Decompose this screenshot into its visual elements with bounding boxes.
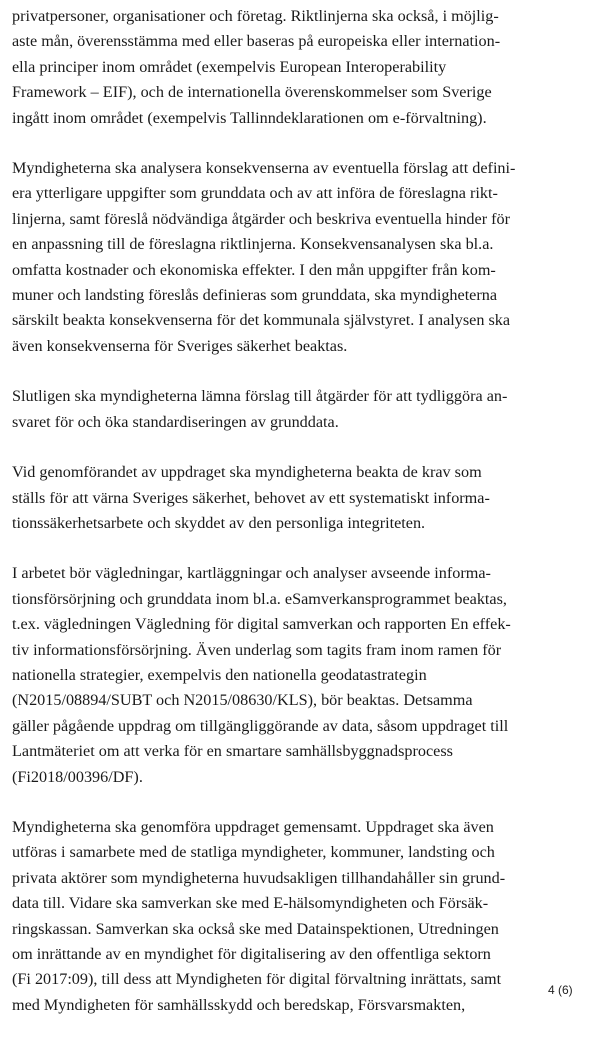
paragraph [12,156,590,359]
paragraph [12,561,590,790]
text-line: ställs för att värna Sveriges säkerhet, behovet av ett systematiskt informa- [12,488,490,507]
text-line: ringskassan. Samverkan ska också ske med Datainspektionen, Utredningen [12,919,499,938]
text-line: era ytterligare uppgifter som grunddata och av att införa de föreslagna rikt- [12,184,498,203]
document-body [12,4,590,1043]
page-number: 4 (6) [548,983,573,997]
text-line: en anpassning till de föreslagna riktlinjerna. Konsekvensanalysen ska bl.a. [12,235,494,254]
text-line: I arbetet bör vägledningar, kartläggningar och analyser avseende informa- [12,564,491,583]
text-line: aste mån, överensstämma med eller baseras på europeiska eller internation- [12,32,501,51]
text-line: tionsförsörjning och grunddata inom bl.a. eSamverkansprogrammet beaktas, [12,589,507,608]
text-line: Slutligen ska myndigheterna lämna förslag till åtgärder för att tydliggöra an- [12,387,508,406]
text-line: Myndigheterna ska genomföra uppdraget gemensamt. Uppdraget ska även [12,817,494,836]
text-line: t.ex. vägledningen Vägledning för digital samverkan och rapporten En effek- [12,615,511,634]
paragraph [12,384,590,435]
text-line: tionssäkerhetsarbete och skyddet av den personliga integriteten. [12,513,426,532]
text-line: tiv informationsförsörjning. Även underlag som tagits fram inom ramen för [12,640,502,659]
paragraph [12,4,590,131]
text-line: om inrättande av en myndighet för digitalisering av den offentliga sektorn [12,945,491,963]
text-line: nationella strategier, exempelvis den nationella geodatastrategin [12,665,427,684]
text-line: svaret för och öka standardiseringen av grunddata. [12,412,339,431]
text-line: särskilt beakta konsekvenserna för det kommunala självstyret. I analysen ska [12,311,511,330]
text-line: Myndigheterna ska analysera konsekvenserna av eventuella förslag att defini- [12,159,516,178]
text-line: Framework – EIF), och de internationella överenskommelser som Sverige [12,83,492,102]
text-line: omfatta kostnader och ekonomiska effekter. I den mån uppgifter från kom- [12,260,496,279]
text-line: privata aktörer som myndigheterna huvudsakligen tillhandahåller sin grund- [12,868,506,887]
text-line: data till. Vidare ska samverkan ske med E-hälsomyndigheten och Försäk- [12,894,489,913]
text-line: gäller pågående uppdrag om tillgängliggörande av data, såsom uppdraget till [12,716,509,735]
text-line: ella principer inom området (exempelvis European Interoperability [12,57,447,76]
text-line: (Fi2018/00396/DF). [12,767,143,786]
text-line: även konsekvenserna för Sveriges säkerhet beaktas. [12,336,348,355]
text-line: linjerna, samt föreslå nödvändiga åtgärder och beskriva eventuella hinder för [12,209,511,228]
paragraph [12,460,590,536]
text-line: Vid genomförandet av uppdraget ska myndigheterna beakta de krav som [12,463,482,482]
text-line: (Fi 2017:09), till dess att Myndigheten för digital förvaltning inrättats, samt [12,970,502,989]
text-line: Lantmäteriet om att verka för en smartare samhällsbyggnadsprocess [12,742,453,761]
paragraph [12,815,590,1018]
text-line: privatpersoner, organisationer och företag. Riktlinjerna ska också, i möjlig- [12,7,499,25]
text-line: utföras i samarbete med de statliga myndigheter, kommuner, landsting och [12,843,495,862]
text-line: med Myndigheten för samhällsskydd och beredskap, Försvarsmakten, [12,995,466,1014]
text-line: muner och landsting föreslås definieras som grunddata, ska myndigheterna [12,286,498,305]
text-line: (N2015/08894/SUBT och N2015/08630/KLS), bör beaktas. Detsamma [12,691,473,710]
text-line: ingått inom området (exempelvis Tallinndeklarationen om e-förvaltning). [12,108,487,127]
